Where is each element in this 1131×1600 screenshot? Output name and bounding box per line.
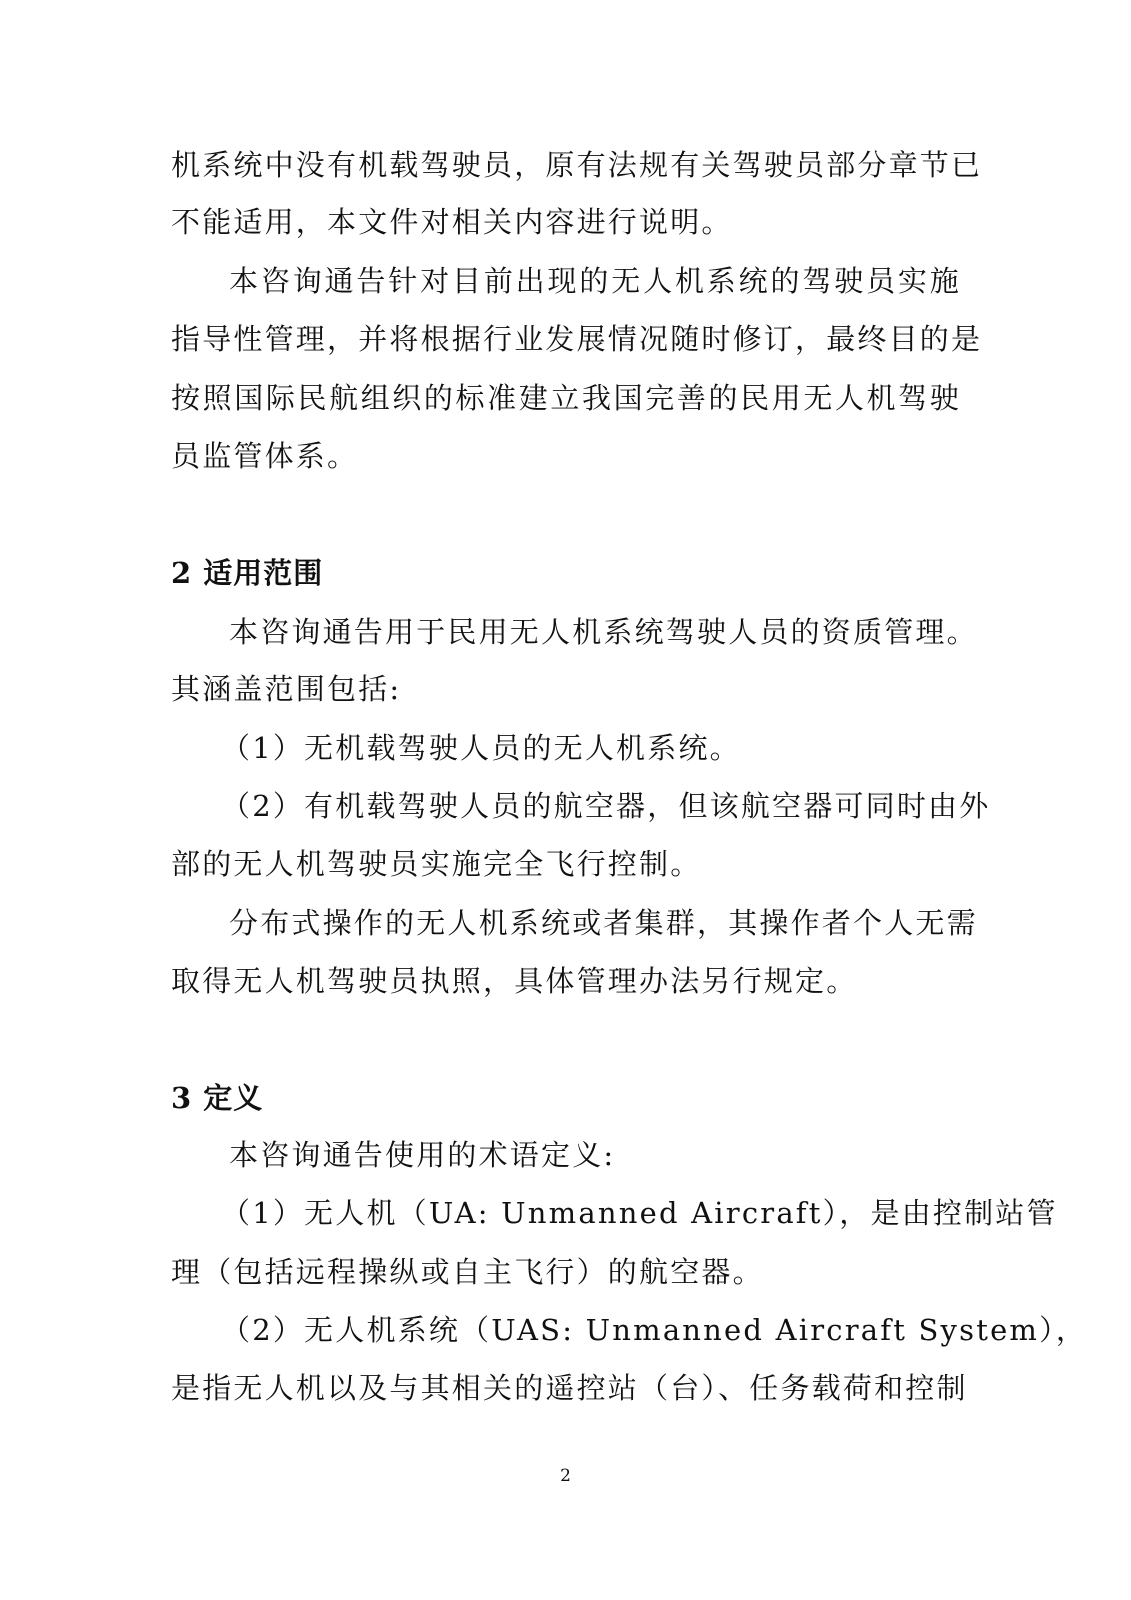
section-2-item-2-line-1: （2）有机载驾驶人员的航空器，但该航空器可同时由外 [221,789,991,823]
purpose-line-4: 员监管体系。 [171,439,359,473]
section-2-item-1: （1）无机载驾驶人员的无人机系统。 [221,731,741,765]
page-number: 2 [560,1466,571,1486]
purpose-line-2: 指导性管理，并将根据行业发展情况随时修订，最终目的是 [171,322,983,356]
section-3-intro: 本咨询通告使用的术语定义: [229,1138,616,1172]
section-3-def-1-line-1: （1）无人机（UA: Unmanned Aircraft），是由控制站管 [221,1196,1058,1230]
section-3-heading: 3 定义 [171,1081,264,1115]
purpose-line-1: 本咨询通告针对目前出现的无人机系统的驾驶员实施 [229,264,961,298]
section-2-heading: 2 适用范围 [171,556,324,590]
section-2-line-1: 本咨询通告用于民用无人机系统驾驶人员的资质管理。 [229,615,978,649]
intro-line-1: 机系统中没有机载驾驶员，原有法规有关驾驶员部分章节已 [171,148,983,182]
purpose-line-3: 按照国际民航组织的标准建立我国完善的民用无人机驾驶 [171,381,961,415]
intro-line-2: 不能适用，本文件对相关内容进行说明。 [171,205,733,239]
section-3-def-2-line-2: 是指无人机以及与其相关的遥控站（台）、任务载荷和控制 [171,1371,968,1405]
section-2-item-2-line-2: 部的无人机驾驶员实施完全飞行控制。 [171,847,702,881]
section-2-note-line-1: 分布式操作的无人机系统或者集群，其操作者个人无需 [229,906,978,940]
section-3-def-1-line-2: 理（包括远程操纵或自主飞行）的航空器。 [171,1255,764,1289]
section-2-line-2: 其涵盖范围包括: [171,672,402,706]
section-2-note-line-2: 取得无人机驾驶员执照，具体管理办法另行规定。 [171,964,858,998]
section-3-def-2-line-1: （2）无人机系统（UAS: Unmanned Aircraft System）， [221,1313,1088,1347]
